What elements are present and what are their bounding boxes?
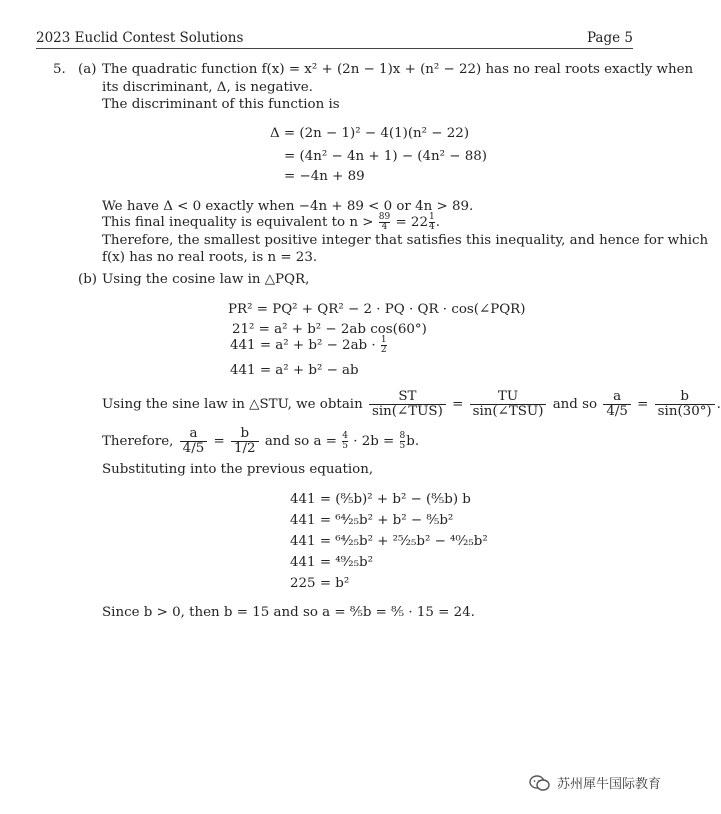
wechat-icon: [529, 774, 551, 792]
part-a-eq-3: = −4n + 89: [284, 169, 365, 184]
subst-eq-5: 225 = b²: [290, 576, 350, 591]
substitute-line: Substituting into the previous equation,: [102, 462, 374, 477]
subst-eq-3: 441 = ⁶⁴⁄₂₅b² + ²⁵⁄₂₅b² − ⁴⁰⁄₂₅b²: [290, 534, 488, 549]
part-a-intro-3: The discriminant of this function is: [102, 97, 340, 112]
subst-eq-2: 441 = ⁶⁴⁄₂₅b² + b² − ⁸⁄₅b²: [290, 513, 454, 528]
page-header: [36, 30, 633, 48]
part-a-text-1: We have Δ < 0 exactly when −4n + 89 < 0 or 4n > 89.: [102, 199, 474, 214]
part-b-intro: Using the cosine law in △PQR,: [102, 272, 310, 287]
final-answer-line: Since b > 0, then b = 15 and so a = ⁸⁄₅b = ⁸⁄₅ · 15 = 24.: [102, 605, 475, 620]
part-a-label: (a): [78, 62, 97, 77]
part-b-eq-1: PR² = PQ² + QR² − 2 · PQ · QR · cos(∠PQR): [228, 302, 526, 317]
part-b-eq-3: 441 = a² + b² − 2ab · $\frac{1}{2}$: [230, 335, 387, 355]
part-a-eq-2: = (4n² − 4n + 1) − (4n² − 88): [284, 149, 488, 164]
part-b-eq-4: 441 = a² + b² − ab: [230, 363, 359, 378]
part-a-eq-1: Δ = (2n − 1)² − 4(1)(n² − 22): [270, 126, 470, 141]
part-a-text-3: Therefore, the smallest positive integer that satisfies this inequality, and hence for which: [102, 233, 709, 248]
sine-law-line: Using the sine law in △STU, we obtain $\frac{ST}{\text{sin(∠TUS)}}$ = $\frac{TU}{\text{sin(∠TSU)}}$ and so $\frac{a}{4/5}$ = $\frac{b}{\sin(30^\circ)}$ .: [102, 389, 721, 420]
problem-number: 5.: [53, 62, 66, 77]
document-title: 2023 Euclid Contest Solutions: [36, 30, 244, 46]
therefore-line: Therefore, $\frac{a}{4/5}$ = $\frac{b}{1/2}$ and so a = $\frac{4}{5}$ · 2b = $\frac{8}{5}$ b.: [102, 426, 420, 457]
part-a-text-4: f(x) has no real roots, is n = 23.: [102, 250, 318, 265]
page-number: Page 5: [586, 30, 633, 46]
part-b-eq-2: 21² = a² + b² − 2ab cos(60°): [232, 322, 427, 337]
part-b-label: (b): [78, 272, 98, 287]
header-rule: [36, 48, 633, 49]
watermark: [529, 773, 661, 792]
part-a-text-2: This final inequality is equivalent to n > $\frac{89}{4}$ = 22 $\frac{1}{4}$ .: [102, 212, 440, 232]
watermark-text: 苏州犀牛国际教育: [556, 777, 661, 792]
part-a-intro-2: its discriminant, Δ, is negative.: [102, 80, 313, 95]
subst-eq-4: 441 = ⁴⁹⁄₂₅b²: [290, 555, 373, 570]
subst-eq-1: 441 = (⁸⁄₅b)² + b² − (⁸⁄₅b) b: [290, 492, 471, 507]
part-a-intro-1: The quadratic function f(x) = x² + (2n − 1)x + (n² − 22) has no real roots exactly when: [102, 62, 694, 77]
